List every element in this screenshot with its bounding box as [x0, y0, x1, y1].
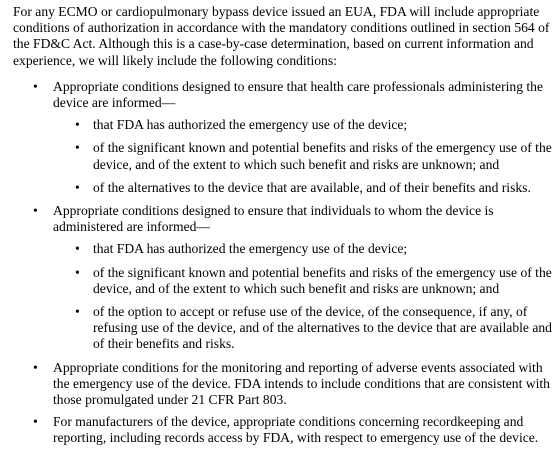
sub-item: • of the option to accept or refuse use of the device, of the consequence, if any, of refusing use of the device, and of the alternatives to the device that are available and of their benefits and risks. [53, 304, 552, 353]
sub-item: • that FDA has authorized the emergency use of the device; [53, 241, 552, 257]
sub-item: • of the significant known and potential benefits and risks of the emergency use of the device, and of the extent to which such benefit and risks are unknown; and [53, 265, 552, 297]
condition-item-2 [13, 203, 552, 353]
condition-text: Appropriate conditions designed to ensure that health care professionals administering the device are informed— [53, 78, 543, 111]
condition-text: Appropriate conditions designed to ensure that individuals to whom the device is administered are informed— [53, 203, 494, 235]
condition-text: For manufacturers of the device, appropriate conditions concerning recordkeeping and reporting, including records access by FDA, with respect to emergency use of the device. [53, 414, 539, 446]
intro-paragraph: For any ECMO or cardiopulmonary bypass device issued an EUA, FDA will include appropriate conditions of authorization in accordance with the mandatory conditions outlined in section 564 of the FD&C Act. Although this is a case-by-case determination, based on current information and experience, we will likely include the following conditions: [13, 4, 550, 68]
condition-sublist [53, 117, 552, 196]
condition-item-3 [13, 360, 552, 409]
condition-item-1 [13, 79, 552, 196]
condition-sublist [53, 241, 552, 352]
condition-text: Appropriate conditions for the monitoring and reporting of adverse events associated with the emergency use of the device. FDA intends to include conditions that are consistent with those promulgated under 21 CFR Part 803. [53, 359, 550, 408]
sub-item: • of the alternatives to the device that are available, and of their benefits and risks. [53, 180, 552, 196]
condition-item-4 [13, 414, 552, 446]
sub-item: • of the significant known and potential benefits and risks of the emergency use of the device, and of the extent to which such benefit and risks are unknown; and [53, 140, 552, 172]
sub-item: • that FDA has authorized the emergency use of the device; [53, 117, 552, 133]
conditions-list [13, 79, 552, 447]
